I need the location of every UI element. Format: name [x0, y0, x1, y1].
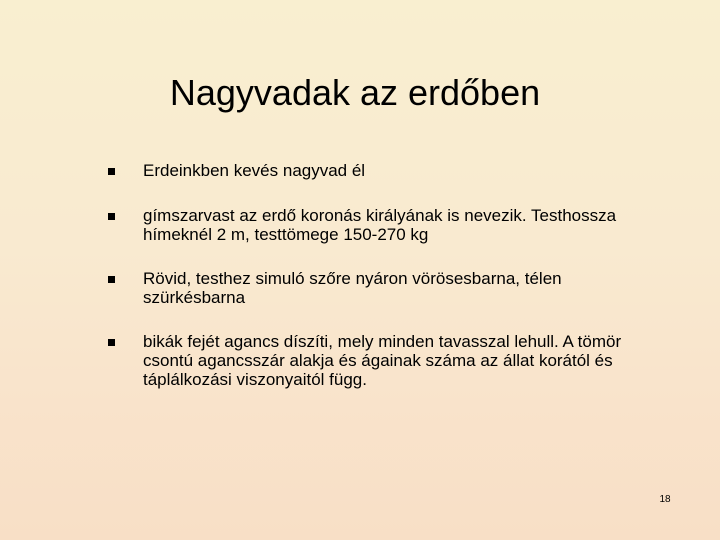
- slide-title: Nagyvadak az erdőben: [169, 72, 541, 113]
- square-bullet-icon: [108, 339, 115, 346]
- bullet-text: Rövid, testhez simuló szőre nyáron vörösesbarna, télen szürkésbarna: [143, 269, 562, 307]
- page-number: 18: [659, 494, 671, 505]
- bullet-text: Erdeinkben kevés nagyvad él: [143, 161, 366, 180]
- bullet-text: gímszarvast az erdő koronás királyának is nevezik. Testhossza hímeknél 2 m, testtömege 150-270 kg: [143, 206, 617, 244]
- square-bullet-icon: [108, 168, 115, 175]
- square-bullet-icon: [108, 276, 115, 283]
- bullet-text: bikák fejét agancs díszíti, mely minden tavasszal lehull. A tömör csontú agancsszár alakja és ágainak száma az állat korától és táplálkozási viszonyaitól függ.: [143, 332, 622, 389]
- square-bullet-icon: [108, 213, 115, 220]
